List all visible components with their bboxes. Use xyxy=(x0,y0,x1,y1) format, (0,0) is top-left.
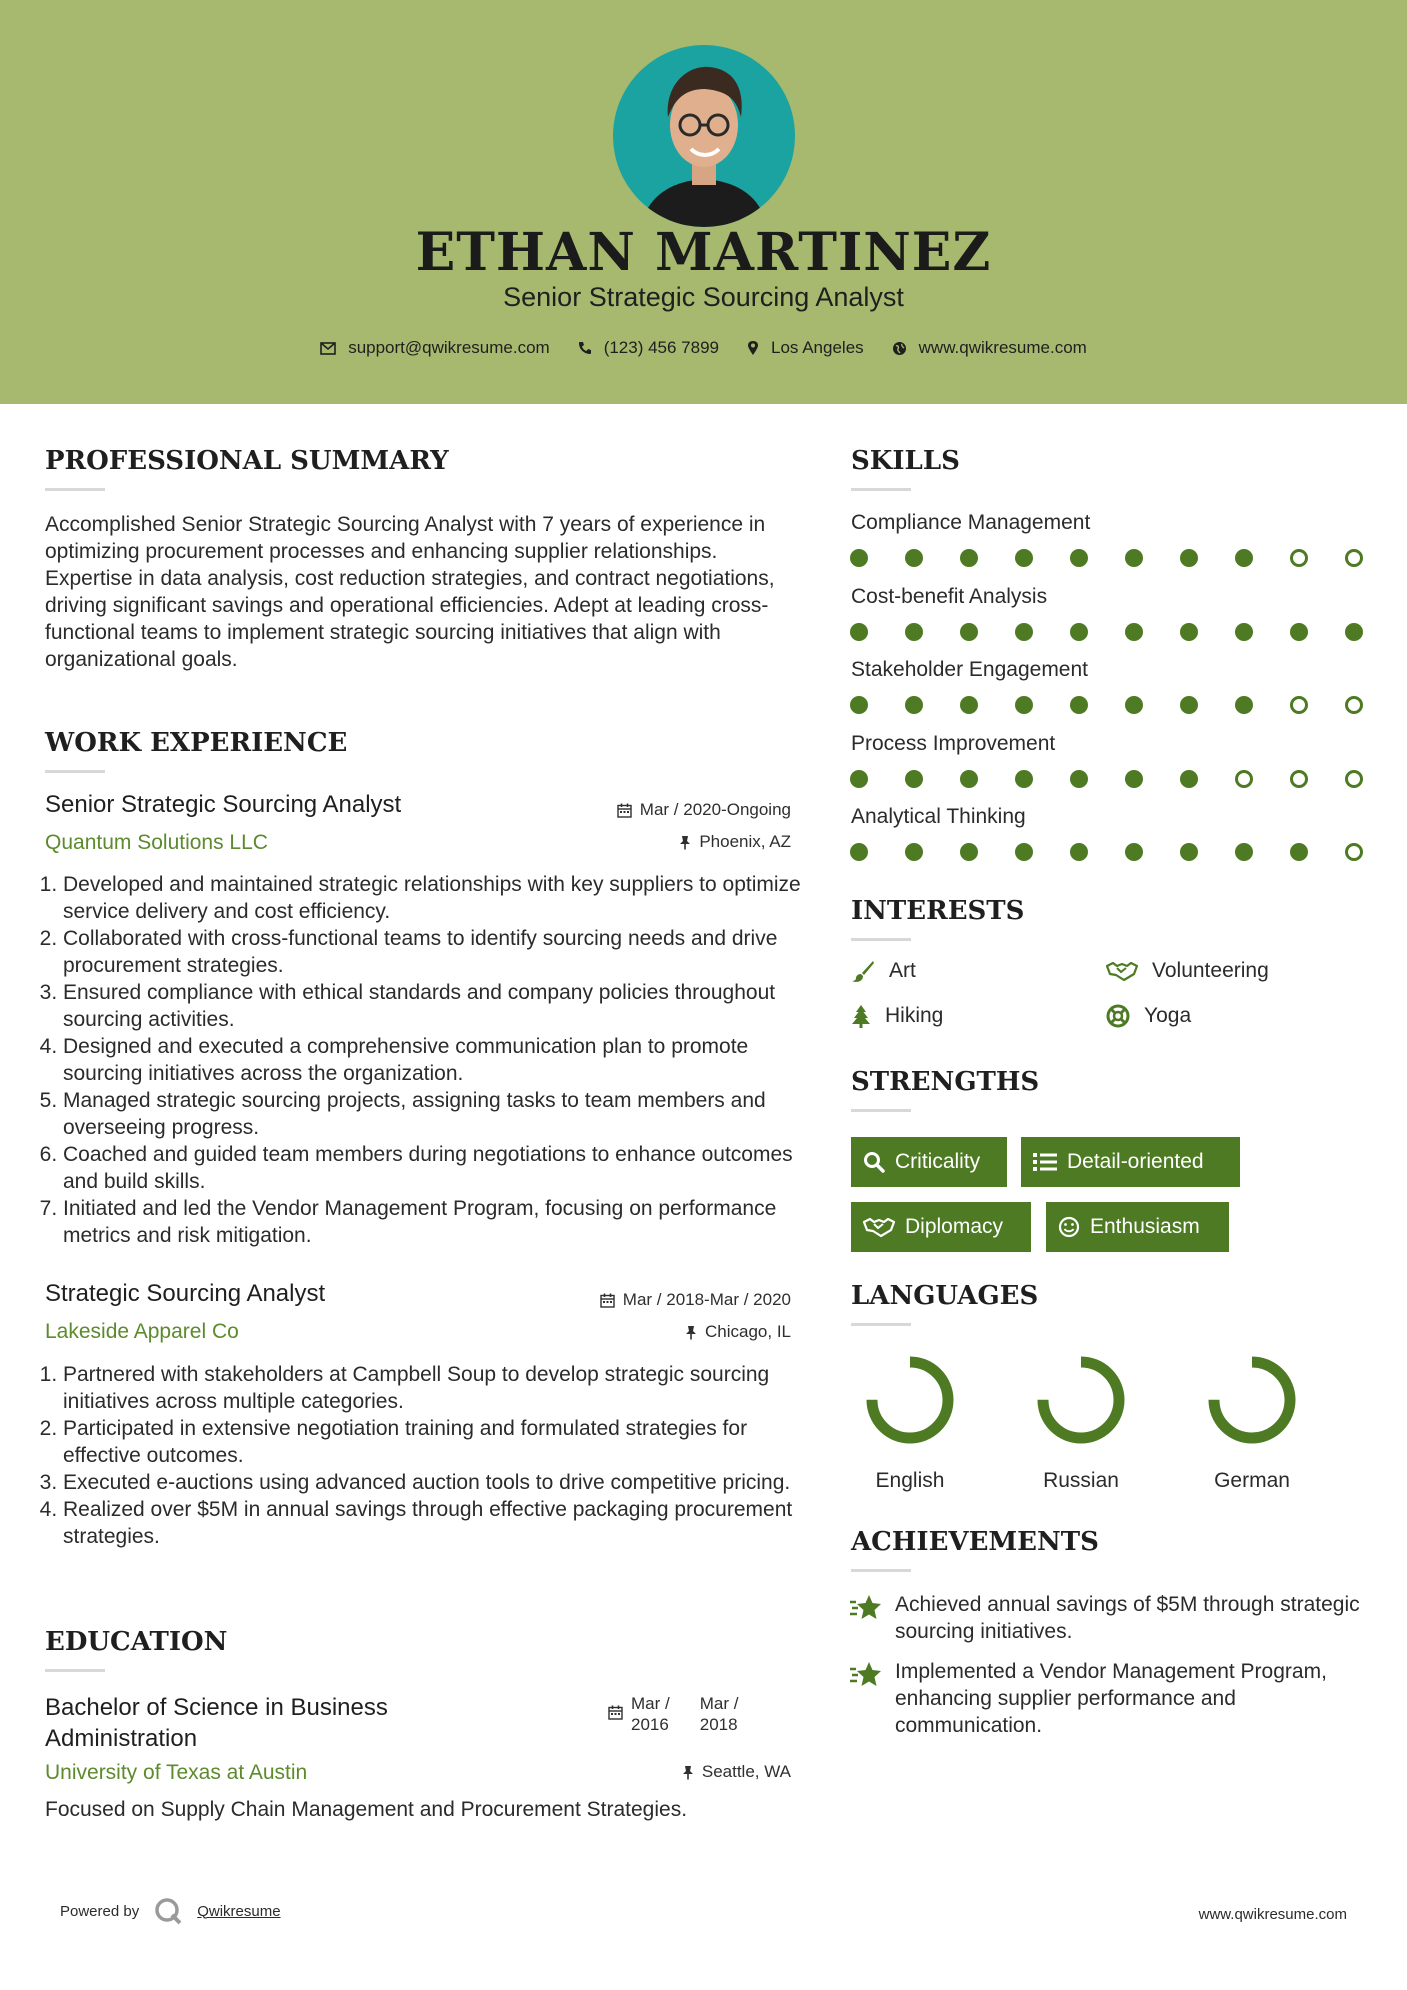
list-item: 7. Initiated and led the Vendor Management Program, focusing on performance metrics and risk mitigation. xyxy=(63,1195,813,1249)
qwikresume-logo-icon xyxy=(153,1896,183,1926)
education-dates xyxy=(608,1693,738,1735)
profile-photo xyxy=(613,45,795,227)
rating-dot-filled xyxy=(1070,696,1088,714)
job-bullets xyxy=(45,1361,813,1550)
language-progress-ring xyxy=(860,1350,960,1450)
skill-name: Cost-benefit Analysis xyxy=(851,584,1048,608)
person-avatar-icon xyxy=(613,45,795,227)
school-name: University of Texas at Austin xyxy=(45,1761,308,1784)
list-item: 3. Executed e-auctions using advanced auction tools to drive competitive pricing. xyxy=(63,1469,813,1496)
pushpin-icon xyxy=(685,1325,697,1340)
skill-rating xyxy=(850,770,1400,788)
candidate-name: ETHAN MARTINEZ xyxy=(415,222,992,283)
rating-dot-empty xyxy=(1345,696,1363,714)
search-icon xyxy=(863,1151,885,1173)
footer-powered-by xyxy=(60,1896,281,1926)
lifering-icon xyxy=(1106,1004,1130,1028)
start-year: 2016 xyxy=(631,1715,669,1734)
language-label: German xyxy=(1214,1469,1290,1492)
strength-tag xyxy=(1046,1202,1229,1252)
footer-website[interactable]: www.qwikresume.com xyxy=(1198,1906,1347,1923)
language-item xyxy=(1011,1350,1151,1493)
rating-dot-filled xyxy=(1070,549,1088,567)
website-text: www.qwikresume.com xyxy=(918,338,1087,357)
star-icon xyxy=(849,1593,883,1621)
rating-dot-filled xyxy=(850,696,868,714)
language-progress-arc xyxy=(1214,1362,1290,1438)
skill-rating xyxy=(850,696,1400,714)
rating-dot-filled xyxy=(850,843,868,861)
rating-dot-filled xyxy=(1180,696,1198,714)
tree-icon xyxy=(851,1004,871,1028)
rating-dot-filled xyxy=(1015,623,1033,641)
paintbrush-icon xyxy=(851,959,875,983)
skills-rule xyxy=(851,488,911,491)
contact-website[interactable] xyxy=(892,338,1087,358)
job-bullets xyxy=(45,871,813,1249)
rating-dot-filled xyxy=(1015,696,1033,714)
rating-dot-empty xyxy=(1345,549,1363,567)
interest-label: Volunteering xyxy=(1152,959,1269,982)
summary-heading: PROFESSIONAL SUMMARY xyxy=(45,446,449,476)
list-icon xyxy=(1033,1152,1057,1172)
contact-email[interactable] xyxy=(320,338,550,358)
calendar-icon xyxy=(608,1705,623,1720)
rating-dot-filled xyxy=(905,770,923,788)
language-item xyxy=(840,1350,980,1493)
skill-name: Analytical Thinking xyxy=(851,805,1026,828)
rating-dot-empty xyxy=(1290,696,1308,714)
candidate-title: Senior Strategic Sourcing Analyst xyxy=(503,282,904,312)
job-title: Strategic Sourcing Analyst xyxy=(45,1280,326,1307)
interests-rule xyxy=(851,938,911,941)
experience-rule xyxy=(45,770,105,773)
list-item: 6. Coached and guided team members during negotiations to enhance outcomes and build skills. xyxy=(63,1141,813,1195)
rating-dot-filled xyxy=(1235,549,1253,567)
achievement-item xyxy=(849,1591,1369,1645)
end-month: Mar / xyxy=(699,1694,739,1713)
rating-dot-empty xyxy=(1290,549,1308,567)
rating-dot-filled xyxy=(960,549,978,567)
achievements-heading: ACHIEVEMENTS xyxy=(851,1527,1099,1557)
skill-rating xyxy=(850,843,1400,861)
envelope-icon xyxy=(320,342,336,355)
skill-name: Stakeholder Engagement xyxy=(851,658,1088,681)
interest-label: Yoga xyxy=(1144,1004,1192,1027)
rating-dot-filled xyxy=(1290,623,1308,641)
rating-dot-filled xyxy=(1180,770,1198,788)
header-banner xyxy=(0,0,1407,404)
education-end-date xyxy=(700,1693,739,1735)
rating-dot-filled xyxy=(1345,623,1363,641)
rating-dot-empty xyxy=(1345,843,1363,861)
rating-dot-filled xyxy=(1180,843,1198,861)
skill-rating xyxy=(850,623,1400,641)
rating-dot-filled xyxy=(850,623,868,641)
summary-rule xyxy=(45,488,105,491)
rating-dot-filled xyxy=(960,696,978,714)
phone-text: (123) 456 7899 xyxy=(603,338,720,357)
rating-dot-filled xyxy=(1070,623,1088,641)
rating-dot-filled xyxy=(1015,843,1033,861)
rating-dot-filled xyxy=(850,549,868,567)
rating-dot-filled xyxy=(1180,623,1198,641)
list-item: 1. Developed and maintained strategic relationships with key suppliers to optimize service delivery and cost efficiency. xyxy=(63,871,813,925)
strengths-rule xyxy=(851,1109,911,1112)
achievement-text: Achieved annual savings of $5M through strategic sourcing initiatives. xyxy=(895,1593,1360,1643)
achievements-rule xyxy=(851,1569,911,1572)
job-dates-text: Mar / 2020-Ongoing xyxy=(639,800,791,819)
rating-dot-filled xyxy=(1125,843,1143,861)
language-progress-ring xyxy=(1202,1350,1302,1450)
language-progress-arc xyxy=(872,1362,948,1438)
language-progress-ring xyxy=(1031,1350,1131,1450)
company-name: Lakeside Apparel Co xyxy=(45,1320,239,1343)
calendar-icon xyxy=(617,803,632,818)
rating-dot-filled xyxy=(1125,623,1143,641)
rating-dot-filled xyxy=(905,843,923,861)
list-item: 5. Managed strategic sourcing projects, assigning tasks to team members and overseeing progress. xyxy=(63,1087,813,1141)
end-year: 2018 xyxy=(699,1715,738,1734)
rating-dot-filled xyxy=(1015,549,1033,567)
strength-tag xyxy=(1021,1137,1240,1187)
interest-label: Art xyxy=(889,959,916,982)
rating-dot-filled xyxy=(1070,843,1088,861)
language-item xyxy=(1182,1350,1322,1493)
job-dates xyxy=(617,800,791,820)
strength-label: Criticality xyxy=(895,1150,981,1173)
rating-dot-empty xyxy=(1345,770,1363,788)
language-progress-arc xyxy=(1043,1362,1119,1438)
list-item: 2. Participated in extensive negotiation training and formulated strategies for effective outcomes. xyxy=(63,1415,813,1469)
education-description: Focused on Supply Chain Management and Procurement Strategies. xyxy=(45,1798,688,1821)
strength-tag xyxy=(851,1137,1007,1187)
languages-heading: LANGUAGES xyxy=(851,1281,1039,1311)
education-heading: EDUCATION xyxy=(45,1627,228,1657)
rating-dot-empty xyxy=(1235,770,1253,788)
rating-dot-filled xyxy=(1125,770,1143,788)
achievement-item xyxy=(849,1658,1369,1739)
interest-label: Hiking xyxy=(885,1004,944,1027)
rating-dot-filled xyxy=(1235,843,1253,861)
handshake-icon xyxy=(863,1216,895,1238)
rating-dot-filled xyxy=(905,549,923,567)
qwikresume-link[interactable]: Qwikresume xyxy=(197,1902,281,1920)
interest-volunteering xyxy=(1106,959,1269,983)
rating-dot-empty xyxy=(1290,770,1308,788)
list-item: 3. Ensured compliance with ethical standards and company policies throughout sourcing activities. xyxy=(63,979,813,1033)
job-dates-text: Mar / 2018-Mar / 2020 xyxy=(622,1290,791,1309)
experience-heading: WORK EXPERIENCE xyxy=(45,728,348,758)
email-text: support@qwikresume.com xyxy=(348,338,550,357)
powered-by-text: Powered by xyxy=(60,1902,140,1920)
job-location xyxy=(679,832,791,852)
contact-bar xyxy=(0,338,1407,358)
smile-icon xyxy=(1058,1216,1080,1238)
skill-name: Process Improvement xyxy=(851,731,1056,755)
strength-label: Diplomacy xyxy=(905,1215,1004,1238)
education-start-date xyxy=(631,1693,670,1735)
degree-title: Bachelor of Science in Business Administration xyxy=(45,1694,388,1752)
languages-rule xyxy=(851,1323,911,1326)
calendar-icon xyxy=(600,1293,615,1308)
pushpin-icon xyxy=(679,835,691,850)
rating-dot-filled xyxy=(960,843,978,861)
language-label: Russian xyxy=(1043,1469,1119,1492)
interest-yoga xyxy=(1106,1004,1191,1028)
rating-dot-filled xyxy=(905,623,923,641)
rating-dot-filled xyxy=(1290,843,1308,861)
skill-name: Compliance Management xyxy=(851,511,1091,534)
job-title: Senior Strategic Sourcing Analyst xyxy=(45,791,402,818)
strength-label: Enthusiasm xyxy=(1090,1215,1200,1238)
rating-dot-filled xyxy=(1235,623,1253,641)
strengths-heading: STRENGTHS xyxy=(851,1067,1040,1097)
rating-dot-filled xyxy=(905,696,923,714)
education-location-text: Seattle, WA xyxy=(701,1762,791,1781)
rating-dot-filled xyxy=(1070,770,1088,788)
summary-text: Accomplished Senior Strategic Sourcing Analyst with 7 years of experience in optimizing procurement processes and enhancing supplier relationships. Expertise in data analysis, cost reduction strategies, and contract negotiations, driving significant savings and operational efficiencies. Adept at leading cross-functional teams to implement strategic sourcing initiatives that align with organizational goals. xyxy=(45,513,775,671)
language-label: English xyxy=(875,1469,945,1492)
company-name: Quantum Solutions LLC xyxy=(45,831,268,854)
list-item: 1. Partnered with stakeholders at Campbell Soup to develop strategic sourcing initiatives across multiple categories. xyxy=(63,1361,813,1415)
interest-hiking xyxy=(851,1004,943,1028)
list-item: 4. Designed and executed a comprehensive communication plan to promote sourcing initiatives across the organization. xyxy=(63,1033,813,1087)
strength-tag xyxy=(851,1202,1031,1252)
rating-dot-filled xyxy=(1235,696,1253,714)
rating-dot-filled xyxy=(1015,770,1033,788)
skill-rating xyxy=(850,549,1400,567)
interests-heading: INTERESTS xyxy=(851,896,1025,926)
location-text: Los Angeles xyxy=(771,338,864,357)
education-location xyxy=(682,1762,791,1782)
handshake-icon xyxy=(1106,960,1138,982)
skills-heading: SKILLS xyxy=(851,446,960,476)
globe-icon xyxy=(892,341,907,356)
interest-art xyxy=(851,959,916,983)
rating-dot-filled xyxy=(850,770,868,788)
job-location-text: Phoenix, AZ xyxy=(699,832,791,851)
strength-label: Detail-oriented xyxy=(1067,1150,1204,1173)
job-location xyxy=(685,1322,791,1342)
start-month: Mar / xyxy=(631,1694,670,1713)
list-item: 4. Realized over $5M in annual savings through effective packaging procurement strategies. xyxy=(63,1496,813,1550)
rating-dot-filled xyxy=(1125,549,1143,567)
pushpin-icon xyxy=(682,1765,694,1780)
rating-dot-filled xyxy=(1125,696,1143,714)
map-pin-icon xyxy=(747,340,759,356)
job-dates xyxy=(600,1290,791,1310)
education-rule xyxy=(45,1669,105,1672)
achievement-text: Implemented a Vendor Management Program, enhancing supplier performance and communication. xyxy=(895,1660,1327,1737)
contact-phone[interactable] xyxy=(578,338,719,358)
list-item: 2. Collaborated with cross-functional teams to identify sourcing needs and drive procurement strategies. xyxy=(63,925,813,979)
star-icon xyxy=(849,1660,883,1688)
rating-dot-filled xyxy=(960,623,978,641)
contact-location xyxy=(747,338,864,358)
job-location-text: Chicago, IL xyxy=(705,1322,791,1341)
phone-icon xyxy=(578,341,592,355)
rating-dot-filled xyxy=(1180,549,1198,567)
rating-dot-filled xyxy=(960,770,978,788)
